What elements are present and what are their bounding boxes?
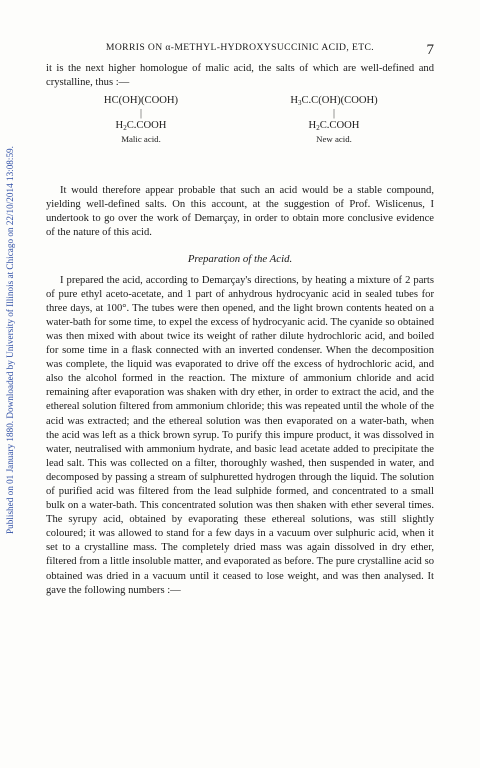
formula-block (46, 94, 434, 178)
malic-acid-formula (86, 94, 196, 144)
bond-line: | (332, 108, 335, 120)
page-number: 7 (426, 42, 434, 58)
probable-paragraph: It would therefore appear probable that such an acid would be a stable compound, yielding well-defined salts. On this account, at the suggestion of Prof. Wislicenus, I undertook to go over the work of Demarçay, in order to obtain more conclusive evidence of the nature of this acid. (46, 185, 434, 239)
malic-acid-formula-bottom: $H_2C.COOH$ (115, 120, 167, 133)
download-stamp (2, 40, 18, 640)
new-acid-formula (264, 94, 404, 144)
new-acid-caption: New acid. (316, 134, 352, 145)
page-header (46, 42, 434, 62)
page-body (46, 36, 434, 598)
malic-acid-caption: Malic acid. (121, 134, 161, 145)
download-stamp-text: Published on 01 January 1880. Downloaded by University of Illinois at Chicago on 22/10/2014 13:08:59. (5, 146, 15, 534)
section-title: Preparation of the Acid. (187, 252, 293, 265)
malic-acid-formula-top: HC(OH)(COOH) (103, 95, 179, 107)
intro-paragraph: it is the next higher homologue of malic acid, the salts of which are well-defined and crystalline, thus :— (46, 63, 434, 89)
preparation-paragraph: I prepared the acid, according to Demarçay's directions, by heating a mixture of 2 parts of pure ethyl aceto-acetate, and 1 part of anhydrous hydrocyanic acid in sealed tubes for three days, at 100°. The tubes were then opened, and the light brown contents heated on a water-bath for some time, to expel the excess of hydrocyanic acid. The cyanide so obtained was then mixed with about twice its weight of rather dilute hydrochloric acid, and boiled for some time in a flask connected with an inverted condenser. When the decomposition was complete, the liquid was evaporated to drive off the excess of hydrochloric acid, and also the alcohol formed in the reaction. The mixture of ammonium chloride and acid remaining after evaporation was shaken with dry ether, in order to extract the acid, and the ethereal solution filtered from ammonium chloride; this was repeated until the whole of the acid was extracted; and the ethereal solution was then evaporated on a water-bath, when the acid was left as a thick brown syrup. To purify this impure product, it was dissolved in water, neutralised with ammonium hydrate, and basic lead acetate added to precipitate the lead salt. This was collected on a filter, thoroughly washed, then suspended in water, and decomposed by passing a stream of sulphuretted hydrogen through the liquid. The solution of purified acid was filtered from the lead sulphide formed, and concentrated to a small bulk on a water-bath. This concentrated solution was then shaken with ether several times. The syrupy acid, obtained by evaporating these ethereal solutions, was still slightly coloured; it was allowed to stand for a few days in a vacuum over sulphuric acid, when it set to a crystalline mass. The completely dried mass was again dissolved in dry ether, filtered from a little insoluble matter, and evaporated as before. The pure crystalline acid so obtained was dried in a vacuum until it ceased to lose weight, and was then analysed. It gave the following numbers :— (46, 274, 434, 596)
bond-line: | (139, 108, 142, 120)
new-acid-formula-bottom: $H_2C.COOH$ (308, 120, 360, 133)
new-acid-formula-top: $H_3C.C(OH)(COOH)$ (290, 95, 378, 108)
running-head: MORRIS ON α-METHYL-HYDROXYSUCCINIC ACID, ETC. (105, 42, 375, 53)
